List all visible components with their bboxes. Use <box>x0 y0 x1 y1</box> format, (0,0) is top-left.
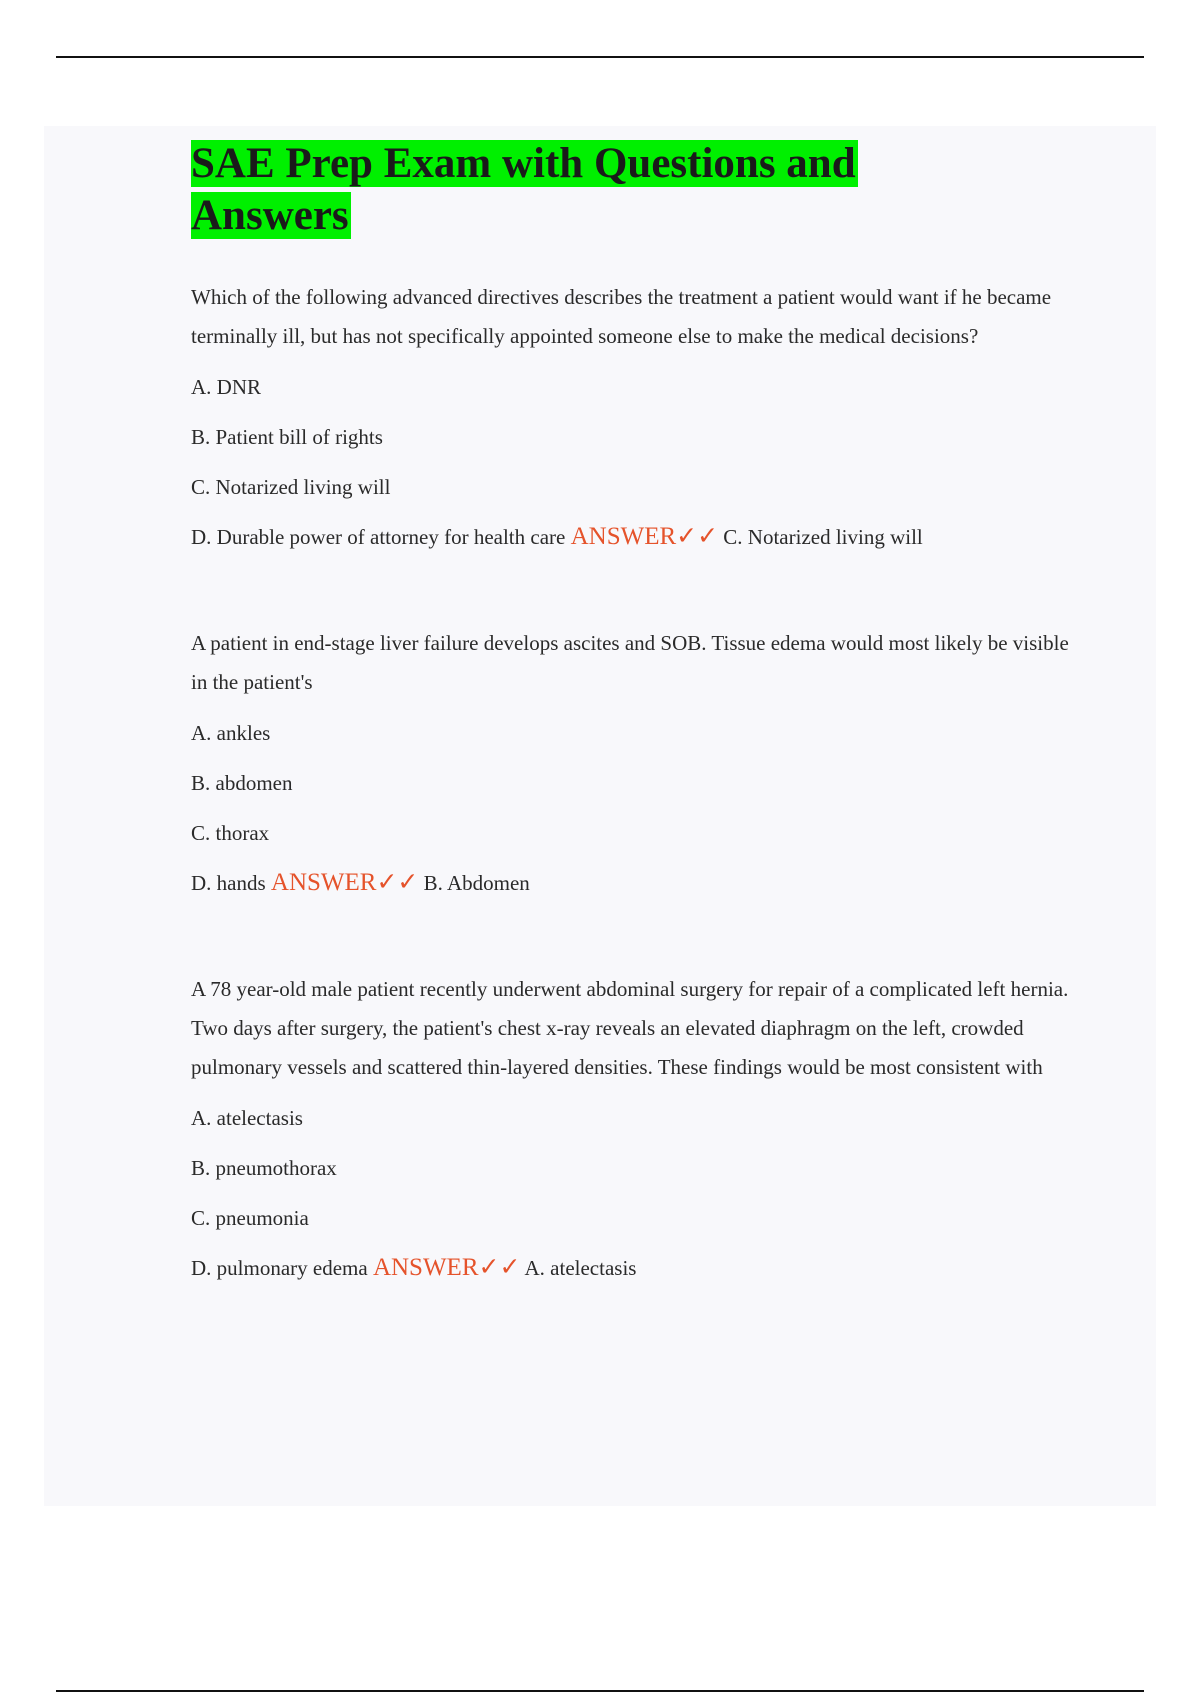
document-body <box>191 138 1071 1283</box>
option-b: B. pneumothorax <box>191 1156 337 1180</box>
option-b: B. abdomen <box>191 771 293 795</box>
question-text: A 78 year-old male patient recently underwent abdominal surgery for repair of a complicated left hernia. Two days after surgery, the patient's chest x-ray reveals an elevated diaphragm on the left, crowded pulmonary vessels and scattered thin-layered densities. These findings would be most consistent with <box>191 977 1069 1079</box>
option-d-answer-line <box>191 522 1071 552</box>
question-text: Which of the following advanced directives describes the treatment a patient would want if he became terminally ill, but has not specifically appointed someone else to make the medical decisions? <box>191 285 1052 348</box>
question-block <box>191 970 1071 1283</box>
option-a: A. atelectasis <box>191 1106 303 1130</box>
question-block <box>191 624 1071 898</box>
document-title <box>191 138 911 242</box>
answer-tag: ANSWER✓✓ <box>270 869 419 896</box>
question-block <box>191 278 1071 552</box>
option-c: C. thorax <box>191 821 270 845</box>
answer-tag: ANSWER✓✓ <box>570 523 719 550</box>
option-d: D. hands <box>191 871 266 895</box>
top-rule <box>56 56 1144 58</box>
title-highlight: SAE Prep Exam with Questions and Answers <box>191 140 856 239</box>
question-text: A patient in end-stage liver failure develops ascites and SOB. Tissue edema would most likely be visible in the patient's <box>191 631 1069 694</box>
answer-text: B. Abdomen <box>423 871 530 895</box>
option-c: C. Notarized living will <box>191 475 391 499</box>
answer-text: C. Notarized living will <box>723 525 923 549</box>
option-a: A. DNR <box>191 375 262 399</box>
answer-text: A. atelectasis <box>524 1256 637 1280</box>
option-d: D. pulmonary edema <box>191 1256 368 1280</box>
option-d-answer-line <box>191 1253 1071 1283</box>
option-a: A. ankles <box>191 721 271 745</box>
option-b: B. Patient bill of rights <box>191 425 383 449</box>
bottom-rule <box>56 1690 1144 1692</box>
option-c: C. pneumonia <box>191 1206 309 1230</box>
option-d: D. Durable power of attorney for health care <box>191 525 566 549</box>
option-d-answer-line <box>191 868 1071 898</box>
answer-tag: ANSWER✓✓ <box>372 1254 521 1281</box>
